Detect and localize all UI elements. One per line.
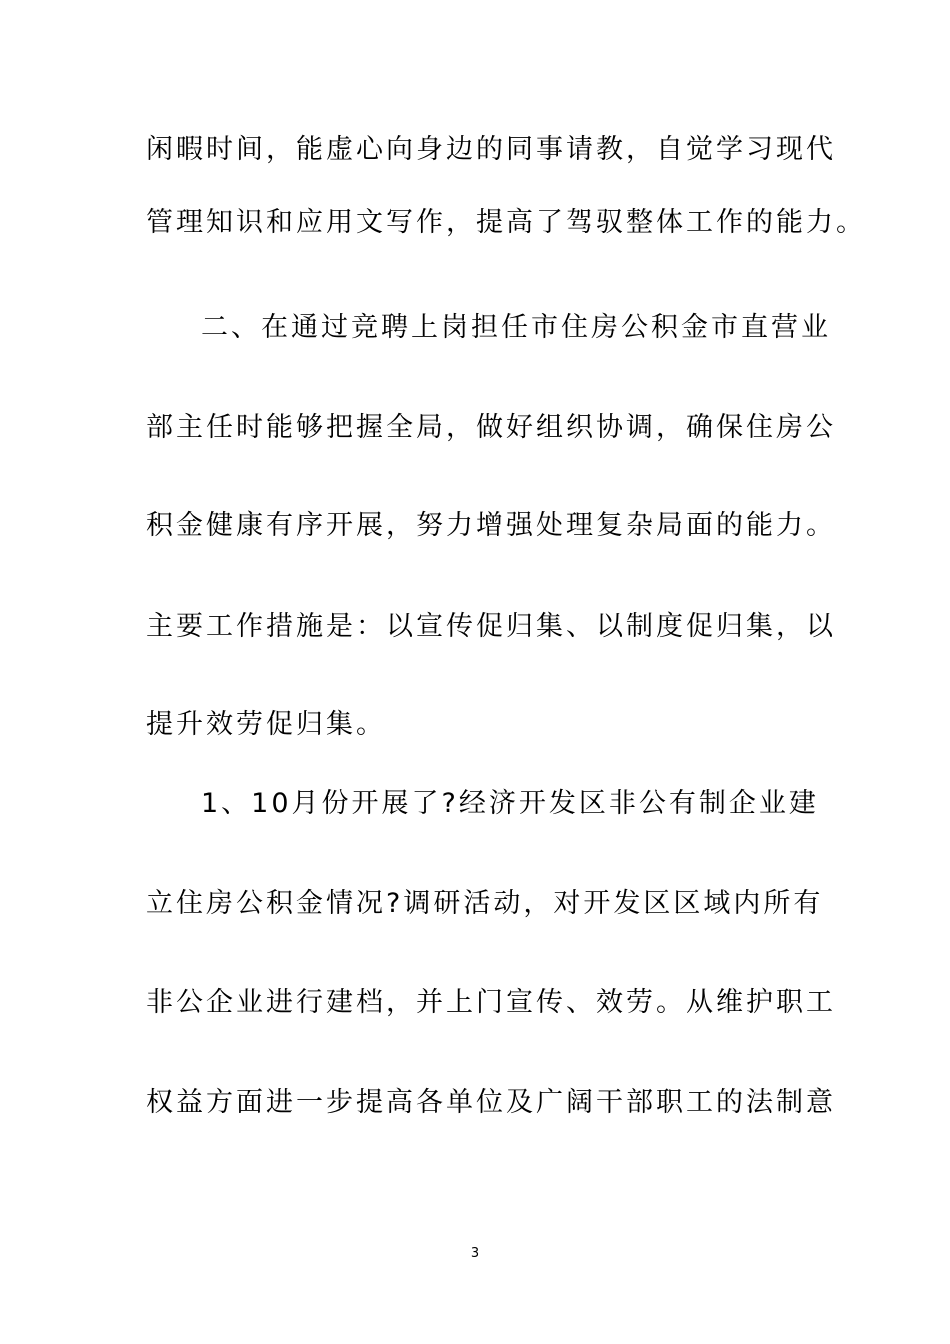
body-text-line: 管理知识和应用文写作，提高了驾驭整体工作的能力。 bbox=[146, 207, 866, 238]
body-text-line: 积金健康有序开展，努力增强处理复杂局面的能力。 bbox=[146, 510, 836, 541]
paragraph-start-line: 二、在通过竞聘上岗担任市住房公积金市直营业 bbox=[201, 312, 831, 343]
paragraph-start-line: 1、10月份开展了?经济开发区非公有制企业建 bbox=[201, 788, 819, 819]
body-text-line: 提升效劳促归集。 bbox=[146, 709, 386, 740]
body-text-line: 立住房公积金情况?调研活动，对开发区区域内所有 bbox=[146, 888, 824, 919]
body-text-line: 非公企业进行建档，并上门宣传、效劳。从维护职工 bbox=[146, 987, 836, 1018]
page-number: 3 bbox=[470, 1246, 480, 1261]
body-text-line: 主要工作措施是：以宣传促归集、以制度促归集，以 bbox=[146, 611, 836, 642]
body-text-line: 权益方面进一步提高各单位及广阔干部职工的法制意 bbox=[146, 1087, 836, 1118]
body-text-line: 部主任时能够把握全局，做好组织协调，确保住房公 bbox=[146, 412, 836, 443]
body-text-line: 闲暇时间，能虚心向身边的同事请教，自觉学习现代 bbox=[146, 134, 836, 165]
